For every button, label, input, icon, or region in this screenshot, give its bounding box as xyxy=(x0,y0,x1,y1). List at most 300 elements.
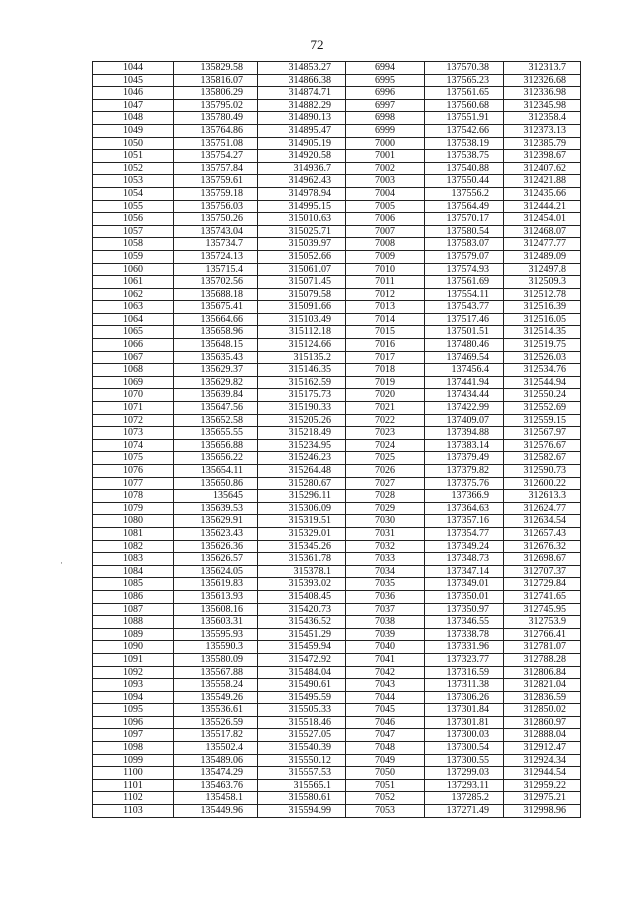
table-row xyxy=(93,389,581,402)
x-coordinate-a-cell: 135829.58 xyxy=(174,62,258,75)
point-number-a-cell: 1053 xyxy=(93,175,174,188)
table-row xyxy=(93,603,581,616)
table-row xyxy=(93,288,581,301)
table-row xyxy=(93,679,581,692)
point-number-b-cell: 7028 xyxy=(346,490,425,503)
point-number-b-cell: 7000 xyxy=(346,137,425,150)
point-number-b-cell: 7041 xyxy=(346,653,425,666)
x-coordinate-b-cell: 137350.01 xyxy=(425,590,504,603)
point-number-a-cell: 1095 xyxy=(93,704,174,717)
y-coordinate-a-cell: 315408.45 xyxy=(258,590,346,603)
x-coordinate-b-cell: 137383.14 xyxy=(425,439,504,452)
y-coordinate-b-cell: 312552.69 xyxy=(504,402,581,415)
point-number-a-cell: 1046 xyxy=(93,87,174,100)
x-coordinate-a-cell: 135759.61 xyxy=(174,175,258,188)
y-coordinate-b-cell: 312975.21 xyxy=(504,792,581,805)
point-number-a-cell: 1094 xyxy=(93,691,174,704)
x-coordinate-b-cell: 137570.38 xyxy=(425,62,504,75)
x-coordinate-a-cell: 135517.82 xyxy=(174,729,258,742)
y-coordinate-a-cell: 315103.49 xyxy=(258,313,346,326)
table-row xyxy=(93,653,581,666)
y-coordinate-a-cell: 315296.11 xyxy=(258,490,346,503)
x-coordinate-a-cell: 135580.09 xyxy=(174,653,258,666)
y-coordinate-b-cell: 312806.84 xyxy=(504,666,581,679)
x-coordinate-b-cell: 137301.84 xyxy=(425,704,504,717)
y-coordinate-b-cell: 312850.02 xyxy=(504,704,581,717)
y-coordinate-a-cell: 315594.99 xyxy=(258,805,346,818)
x-coordinate-b-cell: 137300.54 xyxy=(425,742,504,755)
y-coordinate-b-cell: 312998.96 xyxy=(504,805,581,818)
margin-mark: · xyxy=(60,558,63,568)
x-coordinate-a-cell: 135658.96 xyxy=(174,326,258,339)
point-number-a-cell: 1061 xyxy=(93,276,174,289)
table-row xyxy=(93,578,581,591)
point-number-b-cell: 7006 xyxy=(346,213,425,226)
table-row xyxy=(93,402,581,415)
table-row xyxy=(93,490,581,503)
x-coordinate-b-cell: 137517.46 xyxy=(425,313,504,326)
y-coordinate-b-cell: 312753.9 xyxy=(504,616,581,629)
table-row xyxy=(93,704,581,717)
point-number-a-cell: 1088 xyxy=(93,616,174,629)
point-number-a-cell: 1074 xyxy=(93,439,174,452)
point-number-b-cell: 7050 xyxy=(346,767,425,780)
y-coordinate-a-cell: 315540.39 xyxy=(258,742,346,755)
y-coordinate-b-cell: 312489.09 xyxy=(504,250,581,263)
x-coordinate-b-cell: 137538.75 xyxy=(425,150,504,163)
point-number-a-cell: 1086 xyxy=(93,590,174,603)
x-coordinate-a-cell: 135567.88 xyxy=(174,666,258,679)
point-number-b-cell: 6999 xyxy=(346,124,425,137)
y-coordinate-b-cell: 312576.67 xyxy=(504,439,581,452)
x-coordinate-a-cell: 135449.96 xyxy=(174,805,258,818)
point-number-b-cell: 7013 xyxy=(346,301,425,314)
point-number-a-cell: 1082 xyxy=(93,540,174,553)
table-row xyxy=(93,276,581,289)
x-coordinate-a-cell: 135489.06 xyxy=(174,754,258,767)
y-coordinate-a-cell: 314874.71 xyxy=(258,87,346,100)
x-coordinate-a-cell: 135626.57 xyxy=(174,553,258,566)
table-row xyxy=(93,666,581,679)
y-coordinate-b-cell: 312516.05 xyxy=(504,313,581,326)
point-number-b-cell: 7038 xyxy=(346,616,425,629)
y-coordinate-b-cell: 312421.88 xyxy=(504,175,581,188)
y-coordinate-b-cell: 312454.01 xyxy=(504,213,581,226)
table-row xyxy=(93,729,581,742)
table-row xyxy=(93,326,581,339)
y-coordinate-a-cell: 315329.01 xyxy=(258,527,346,540)
point-number-b-cell: 7012 xyxy=(346,288,425,301)
table-row xyxy=(93,767,581,780)
x-coordinate-b-cell: 137550.44 xyxy=(425,175,504,188)
x-coordinate-b-cell: 137300.03 xyxy=(425,729,504,742)
x-coordinate-b-cell: 137538.19 xyxy=(425,137,504,150)
point-number-a-cell: 1057 xyxy=(93,225,174,238)
y-coordinate-b-cell: 312634.54 xyxy=(504,515,581,528)
point-number-b-cell: 6996 xyxy=(346,87,425,100)
x-coordinate-b-cell: 137316.59 xyxy=(425,666,504,679)
x-coordinate-b-cell: 137561.69 xyxy=(425,276,504,289)
y-coordinate-a-cell: 314920.58 xyxy=(258,150,346,163)
y-coordinate-b-cell: 312613.3 xyxy=(504,490,581,503)
x-coordinate-a-cell: 135603.31 xyxy=(174,616,258,629)
y-coordinate-a-cell: 315420.73 xyxy=(258,603,346,616)
x-coordinate-b-cell: 137554.11 xyxy=(425,288,504,301)
table-row xyxy=(93,339,581,352)
x-coordinate-b-cell: 137379.49 xyxy=(425,452,504,465)
point-number-b-cell: 7039 xyxy=(346,628,425,641)
table-row xyxy=(93,124,581,137)
x-coordinate-b-cell: 137560.68 xyxy=(425,99,504,112)
point-number-b-cell: 6997 xyxy=(346,99,425,112)
y-coordinate-a-cell: 315264.48 xyxy=(258,465,346,478)
x-coordinate-b-cell: 137570.17 xyxy=(425,213,504,226)
y-coordinate-a-cell: 314890.13 xyxy=(258,112,346,125)
y-coordinate-b-cell: 312519.75 xyxy=(504,339,581,352)
point-number-b-cell: 7029 xyxy=(346,502,425,515)
point-number-b-cell: 7001 xyxy=(346,150,425,163)
point-number-a-cell: 1098 xyxy=(93,742,174,755)
y-coordinate-a-cell: 314995.15 xyxy=(258,200,346,213)
point-number-a-cell: 1103 xyxy=(93,805,174,818)
y-coordinate-b-cell: 312336.98 xyxy=(504,87,581,100)
y-coordinate-a-cell: 315345.26 xyxy=(258,540,346,553)
x-coordinate-b-cell: 137583.07 xyxy=(425,238,504,251)
y-coordinate-b-cell: 312526.03 xyxy=(504,351,581,364)
point-number-a-cell: 1092 xyxy=(93,666,174,679)
point-number-a-cell: 1063 xyxy=(93,301,174,314)
y-coordinate-a-cell: 315361.78 xyxy=(258,553,346,566)
y-coordinate-b-cell: 312860.97 xyxy=(504,716,581,729)
x-coordinate-a-cell: 135635.43 xyxy=(174,351,258,364)
y-coordinate-a-cell: 314905.19 xyxy=(258,137,346,150)
x-coordinate-a-cell: 135648.15 xyxy=(174,339,258,352)
y-coordinate-b-cell: 312836.59 xyxy=(504,691,581,704)
point-number-b-cell: 7053 xyxy=(346,805,425,818)
x-coordinate-a-cell: 135652.58 xyxy=(174,414,258,427)
table-row xyxy=(93,452,581,465)
y-coordinate-b-cell: 312407.62 xyxy=(504,162,581,175)
table-row xyxy=(93,99,581,112)
coordinate-table-body xyxy=(93,62,581,818)
point-number-a-cell: 1062 xyxy=(93,288,174,301)
point-number-a-cell: 1051 xyxy=(93,150,174,163)
table-row xyxy=(93,465,581,478)
point-number-a-cell: 1045 xyxy=(93,74,174,87)
y-coordinate-a-cell: 314978.94 xyxy=(258,187,346,200)
x-coordinate-a-cell: 135756.03 xyxy=(174,200,258,213)
y-coordinate-b-cell: 312944.54 xyxy=(504,767,581,780)
y-coordinate-b-cell: 312559.15 xyxy=(504,414,581,427)
x-coordinate-a-cell: 135474.29 xyxy=(174,767,258,780)
point-number-b-cell: 7026 xyxy=(346,465,425,478)
y-coordinate-b-cell: 312912.47 xyxy=(504,742,581,755)
x-coordinate-b-cell: 137323.77 xyxy=(425,653,504,666)
point-number-b-cell: 7037 xyxy=(346,603,425,616)
point-number-b-cell: 7030 xyxy=(346,515,425,528)
point-number-a-cell: 1068 xyxy=(93,364,174,377)
y-coordinate-a-cell: 315580.61 xyxy=(258,792,346,805)
y-coordinate-a-cell: 315091.66 xyxy=(258,301,346,314)
y-coordinate-b-cell: 312924.34 xyxy=(504,754,581,767)
x-coordinate-a-cell: 135816.07 xyxy=(174,74,258,87)
y-coordinate-a-cell: 315124.66 xyxy=(258,339,346,352)
point-number-a-cell: 1071 xyxy=(93,402,174,415)
point-number-b-cell: 6994 xyxy=(346,62,425,75)
point-number-a-cell: 1091 xyxy=(93,653,174,666)
y-coordinate-a-cell: 315565.1 xyxy=(258,779,346,792)
point-number-b-cell: 7016 xyxy=(346,339,425,352)
x-coordinate-a-cell: 135458.1 xyxy=(174,792,258,805)
y-coordinate-b-cell: 312514.35 xyxy=(504,326,581,339)
table-row xyxy=(93,779,581,792)
y-coordinate-b-cell: 312512.78 xyxy=(504,288,581,301)
x-coordinate-b-cell: 137379.82 xyxy=(425,465,504,478)
point-number-b-cell: 7021 xyxy=(346,402,425,415)
y-coordinate-a-cell: 315218.49 xyxy=(258,427,346,440)
x-coordinate-a-cell: 135675.41 xyxy=(174,301,258,314)
point-number-a-cell: 1047 xyxy=(93,99,174,112)
y-coordinate-b-cell: 312600.22 xyxy=(504,477,581,490)
point-number-b-cell: 7007 xyxy=(346,225,425,238)
x-coordinate-b-cell: 137579.07 xyxy=(425,250,504,263)
y-coordinate-a-cell: 315550.12 xyxy=(258,754,346,767)
y-coordinate-b-cell: 312567.97 xyxy=(504,427,581,440)
y-coordinate-a-cell: 315306.09 xyxy=(258,502,346,515)
point-number-b-cell: 7024 xyxy=(346,439,425,452)
point-number-b-cell: 7003 xyxy=(346,175,425,188)
y-coordinate-b-cell: 312509.3 xyxy=(504,276,581,289)
point-number-a-cell: 1048 xyxy=(93,112,174,125)
point-number-b-cell: 7035 xyxy=(346,578,425,591)
x-coordinate-b-cell: 137574.93 xyxy=(425,263,504,276)
point-number-a-cell: 1090 xyxy=(93,641,174,654)
table-row xyxy=(93,742,581,755)
y-coordinate-a-cell: 315246.23 xyxy=(258,452,346,465)
point-number-a-cell: 1075 xyxy=(93,452,174,465)
y-coordinate-a-cell: 315079.58 xyxy=(258,288,346,301)
x-coordinate-b-cell: 137561.65 xyxy=(425,87,504,100)
x-coordinate-a-cell: 135757.84 xyxy=(174,162,258,175)
y-coordinate-b-cell: 312345.98 xyxy=(504,99,581,112)
x-coordinate-a-cell: 135623.43 xyxy=(174,527,258,540)
x-coordinate-b-cell: 137409.07 xyxy=(425,414,504,427)
x-coordinate-a-cell: 135639.84 xyxy=(174,389,258,402)
point-number-a-cell: 1101 xyxy=(93,779,174,792)
table-row xyxy=(93,87,581,100)
point-number-b-cell: 7004 xyxy=(346,187,425,200)
y-coordinate-a-cell: 315052.66 xyxy=(258,250,346,263)
point-number-b-cell: 7031 xyxy=(346,527,425,540)
point-number-b-cell: 7043 xyxy=(346,679,425,692)
y-coordinate-b-cell: 312534.76 xyxy=(504,364,581,377)
table-row xyxy=(93,477,581,490)
point-number-a-cell: 1079 xyxy=(93,502,174,515)
point-number-a-cell: 1099 xyxy=(93,754,174,767)
table-row xyxy=(93,754,581,767)
point-number-a-cell: 1059 xyxy=(93,250,174,263)
table-row xyxy=(93,137,581,150)
table-row xyxy=(93,313,581,326)
x-coordinate-a-cell: 135624.05 xyxy=(174,565,258,578)
table-row xyxy=(93,439,581,452)
point-number-b-cell: 7051 xyxy=(346,779,425,792)
point-number-b-cell: 6998 xyxy=(346,112,425,125)
x-coordinate-a-cell: 135743.04 xyxy=(174,225,258,238)
point-number-a-cell: 1044 xyxy=(93,62,174,75)
table-row xyxy=(93,238,581,251)
x-coordinate-a-cell: 135759.18 xyxy=(174,187,258,200)
point-number-a-cell: 1049 xyxy=(93,124,174,137)
point-number-a-cell: 1058 xyxy=(93,238,174,251)
point-number-a-cell: 1064 xyxy=(93,313,174,326)
point-number-a-cell: 1080 xyxy=(93,515,174,528)
x-coordinate-a-cell: 135795.02 xyxy=(174,99,258,112)
x-coordinate-b-cell: 137306.26 xyxy=(425,691,504,704)
y-coordinate-b-cell: 312477.77 xyxy=(504,238,581,251)
table-row xyxy=(93,225,581,238)
point-number-a-cell: 1100 xyxy=(93,767,174,780)
y-coordinate-a-cell: 315495.59 xyxy=(258,691,346,704)
point-number-b-cell: 7014 xyxy=(346,313,425,326)
table-row xyxy=(93,112,581,125)
table-row xyxy=(93,74,581,87)
point-number-a-cell: 1072 xyxy=(93,414,174,427)
x-coordinate-b-cell: 137299.03 xyxy=(425,767,504,780)
point-number-a-cell: 1066 xyxy=(93,339,174,352)
x-coordinate-b-cell: 137364.63 xyxy=(425,502,504,515)
point-number-b-cell: 7011 xyxy=(346,276,425,289)
y-coordinate-a-cell: 314853.27 xyxy=(258,62,346,75)
y-coordinate-a-cell: 315146.35 xyxy=(258,364,346,377)
x-coordinate-b-cell: 137375.76 xyxy=(425,477,504,490)
y-coordinate-b-cell: 312497.8 xyxy=(504,263,581,276)
table-row xyxy=(93,364,581,377)
y-coordinate-b-cell: 312766.41 xyxy=(504,628,581,641)
x-coordinate-a-cell: 135558.24 xyxy=(174,679,258,692)
x-coordinate-a-cell: 135702.56 xyxy=(174,276,258,289)
y-coordinate-b-cell: 312550.24 xyxy=(504,389,581,402)
table-row xyxy=(93,150,581,163)
x-coordinate-b-cell: 137293.11 xyxy=(425,779,504,792)
y-coordinate-a-cell: 315061.07 xyxy=(258,263,346,276)
point-number-b-cell: 7047 xyxy=(346,729,425,742)
y-coordinate-b-cell: 312788.28 xyxy=(504,653,581,666)
y-coordinate-a-cell: 315025.71 xyxy=(258,225,346,238)
point-number-b-cell: 7019 xyxy=(346,376,425,389)
table-row xyxy=(93,376,581,389)
x-coordinate-b-cell: 137434.44 xyxy=(425,389,504,402)
table-row xyxy=(93,527,581,540)
y-coordinate-a-cell: 315393.02 xyxy=(258,578,346,591)
point-number-a-cell: 1050 xyxy=(93,137,174,150)
point-number-a-cell: 1078 xyxy=(93,490,174,503)
x-coordinate-b-cell: 137354.77 xyxy=(425,527,504,540)
x-coordinate-a-cell: 135463.76 xyxy=(174,779,258,792)
x-coordinate-b-cell: 137349.24 xyxy=(425,540,504,553)
point-number-b-cell: 7017 xyxy=(346,351,425,364)
coordinate-table xyxy=(92,61,581,818)
x-coordinate-b-cell: 137456.4 xyxy=(425,364,504,377)
y-coordinate-b-cell: 312707.37 xyxy=(504,565,581,578)
y-coordinate-b-cell: 312358.4 xyxy=(504,112,581,125)
point-number-b-cell: 7015 xyxy=(346,326,425,339)
x-coordinate-a-cell: 135502.4 xyxy=(174,742,258,755)
x-coordinate-a-cell: 135613.93 xyxy=(174,590,258,603)
point-number-b-cell: 7044 xyxy=(346,691,425,704)
y-coordinate-b-cell: 312313.7 xyxy=(504,62,581,75)
x-coordinate-b-cell: 137348.73 xyxy=(425,553,504,566)
table-row xyxy=(93,805,581,818)
x-coordinate-a-cell: 135656.22 xyxy=(174,452,258,465)
y-coordinate-a-cell: 314936.7 xyxy=(258,162,346,175)
x-coordinate-a-cell: 135780.49 xyxy=(174,112,258,125)
x-coordinate-b-cell: 137422.99 xyxy=(425,402,504,415)
y-coordinate-a-cell: 315071.45 xyxy=(258,276,346,289)
y-coordinate-b-cell: 312781.07 xyxy=(504,641,581,654)
x-coordinate-a-cell: 135629.37 xyxy=(174,364,258,377)
y-coordinate-b-cell: 312544.94 xyxy=(504,376,581,389)
table-row xyxy=(93,414,581,427)
point-number-b-cell: 7002 xyxy=(346,162,425,175)
x-coordinate-a-cell: 135764.86 xyxy=(174,124,258,137)
table-row xyxy=(93,792,581,805)
y-coordinate-b-cell: 312398.67 xyxy=(504,150,581,163)
x-coordinate-b-cell: 137331.96 xyxy=(425,641,504,654)
point-number-b-cell: 7046 xyxy=(346,716,425,729)
y-coordinate-b-cell: 312444.21 xyxy=(504,200,581,213)
x-coordinate-b-cell: 137540.88 xyxy=(425,162,504,175)
x-coordinate-a-cell: 135750.26 xyxy=(174,213,258,226)
x-coordinate-b-cell: 137564.49 xyxy=(425,200,504,213)
page-number: 72 xyxy=(310,37,324,52)
x-coordinate-b-cell: 137271.49 xyxy=(425,805,504,818)
y-coordinate-a-cell: 315010.63 xyxy=(258,213,346,226)
y-coordinate-a-cell: 315436.52 xyxy=(258,616,346,629)
table-row xyxy=(93,213,581,226)
y-coordinate-a-cell: 315451.29 xyxy=(258,628,346,641)
x-coordinate-a-cell: 135656.88 xyxy=(174,439,258,452)
x-coordinate-a-cell: 135645 xyxy=(174,490,258,503)
y-coordinate-a-cell: 315518.46 xyxy=(258,716,346,729)
x-coordinate-b-cell: 137350.97 xyxy=(425,603,504,616)
table-row xyxy=(93,590,581,603)
point-number-a-cell: 1070 xyxy=(93,389,174,402)
table-row xyxy=(93,565,581,578)
x-coordinate-b-cell: 137580.54 xyxy=(425,225,504,238)
point-number-a-cell: 1083 xyxy=(93,553,174,566)
y-coordinate-b-cell: 312657.43 xyxy=(504,527,581,540)
point-number-b-cell: 7020 xyxy=(346,389,425,402)
point-number-b-cell: 7005 xyxy=(346,200,425,213)
y-coordinate-b-cell: 312624.77 xyxy=(504,502,581,515)
table-row xyxy=(93,502,581,515)
table-row xyxy=(93,515,581,528)
point-number-b-cell: 7018 xyxy=(346,364,425,377)
x-coordinate-a-cell: 135724.13 xyxy=(174,250,258,263)
y-coordinate-b-cell: 312516.39 xyxy=(504,301,581,314)
table-row xyxy=(93,62,581,75)
x-coordinate-b-cell: 137338.78 xyxy=(425,628,504,641)
y-coordinate-a-cell: 314866.38 xyxy=(258,74,346,87)
table-row xyxy=(93,553,581,566)
point-number-a-cell: 1084 xyxy=(93,565,174,578)
point-number-b-cell: 7042 xyxy=(346,666,425,679)
x-coordinate-b-cell: 137366.9 xyxy=(425,490,504,503)
point-number-b-cell: 7023 xyxy=(346,427,425,440)
y-coordinate-b-cell: 312821.04 xyxy=(504,679,581,692)
table-row xyxy=(93,351,581,364)
